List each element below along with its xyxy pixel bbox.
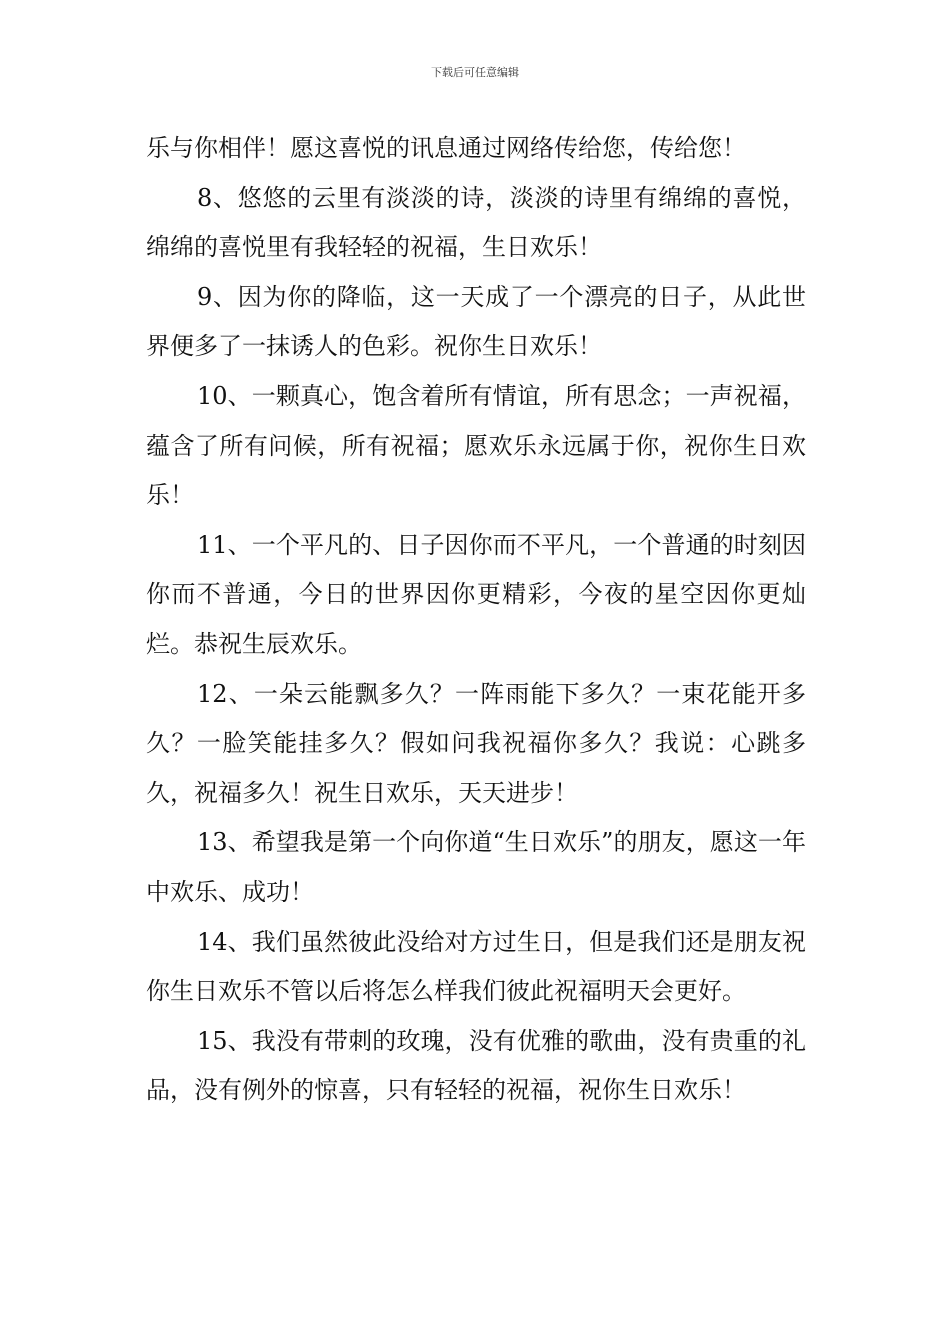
paragraph-item-15: 15、我没有带刺的玫瑰，没有优雅的歌曲，没有贵重的礼品，没有例外的惊喜，只有轻轻的祝福，祝你生日欢乐！ [146, 1026, 806, 1105]
paragraph-item-11: 11、一个平凡的、日子因你而不平凡，一个普通的时刻因你而不普通，今日的世界因你更精彩，今夜的星空因你更灿烂。恭祝生辰欢乐。 [146, 530, 806, 658]
paragraph-item-12: 12、一朵云能飘多久？一阵雨能下多久？一束花能开多久？一脸笑能挂多久？假如问我祝福你多久？我说：心跳多久，祝福多久！祝生日欢乐，天天进步！ [146, 679, 806, 807]
paragraph-item-10: 10、一颗真心，饱含着所有情谊，所有思念；一声祝福，蕴含了所有问候，所有祝福；愿欢乐永远属于你，祝你生日欢乐！ [146, 381, 806, 510]
paragraph-item-9: 9、因为你的降临，这一天成了一个漂亮的日子，从此世界便多了一抹诱人的色彩。祝你生日欢乐！ [146, 282, 806, 361]
paragraph-item-14: 14、我们虽然彼此没给对方过生日，但是我们还是朋友祝你生日欢乐不管以后将怎么样我们彼此祝福明天会更好。 [146, 927, 806, 1006]
paragraph-item-13: 13、希望我是第一个向你道“生日欢乐”的朋友，愿这一年中欢乐、成功！ [146, 828, 806, 906]
page-header: 下载后可任意编辑 [431, 66, 519, 79]
document-body [146, 124, 806, 1116]
paragraph-item-8: 8、悠悠的云里有淡淡的诗，淡淡的诗里有绵绵的喜悦，绵绵的喜悦里有我轻轻的祝福，生日欢乐！ [146, 183, 806, 262]
paragraph-continuation: 乐与你相伴！愿这喜悦的讯息通过网络传给您，传给您！ [146, 134, 746, 162]
